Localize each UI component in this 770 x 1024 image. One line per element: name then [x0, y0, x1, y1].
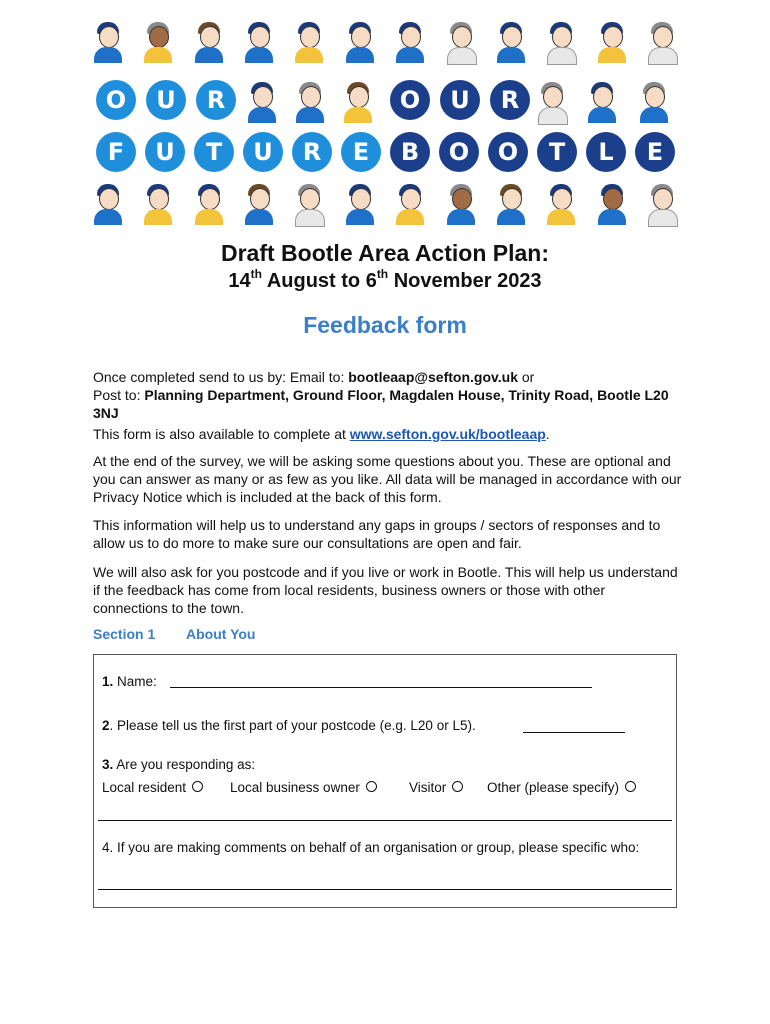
banner-letter: L — [586, 132, 626, 172]
online-availability — [93, 425, 683, 443]
person-icon — [534, 80, 570, 124]
radio-circle-icon[interactable] — [366, 781, 377, 792]
person-icon — [342, 20, 378, 64]
banner-letter: E — [635, 132, 675, 172]
form-title: Feedback form — [303, 312, 467, 338]
banner-faces-top — [90, 20, 680, 66]
option-local-resident[interactable] — [102, 780, 203, 795]
person-icon — [443, 182, 479, 226]
send-prefix: Once completed send to us by: Email to: — [93, 369, 349, 385]
radio-circle-icon[interactable] — [192, 781, 203, 792]
start-day: 14 — [228, 270, 251, 292]
post-prefix: Post to: — [93, 387, 145, 403]
postcode-note: We will also ask for you postcode and if you live or work in Bootle. This will help us understand if the feedback has come from local residents, business owners or those with other connections to the town. — [93, 564, 678, 616]
person-icon — [443, 20, 479, 64]
q2-label: . Please tell us the first part of your postcode (e.g. L20 or L5). — [109, 718, 476, 733]
start-day-suffix: th — [250, 267, 262, 281]
option-label: Other (please specify) — [487, 780, 620, 795]
banner-faces-bottom — [90, 182, 680, 228]
online-prefix: This form is also available to complete at — [93, 426, 350, 442]
banner-letter: U — [243, 132, 283, 172]
banner-letter: T — [537, 132, 577, 172]
question-3 — [102, 757, 255, 772]
postcode-field[interactable] — [523, 732, 625, 733]
banner-letter: B — [390, 132, 430, 172]
person-icon — [291, 20, 327, 64]
person-icon — [644, 182, 680, 226]
start-month: August to — [262, 270, 366, 292]
radio-circle-icon[interactable] — [625, 781, 636, 792]
person-icon — [291, 182, 327, 226]
person-icon — [241, 182, 277, 226]
survey-note: At the end of the survey, we will be asking some questions about you. These are optional and you can answer as many or as few as you like. All data will be managed in accordance with our Privacy Notice which is included at the back of this form. — [93, 453, 682, 505]
banner-letter: F — [96, 132, 136, 172]
option-label: Visitor — [409, 780, 447, 795]
question-2 — [102, 718, 476, 733]
person-icon — [584, 80, 620, 124]
person-icon — [244, 80, 280, 124]
consultation-dates — [0, 267, 770, 293]
other-specify-field[interactable] — [98, 820, 672, 821]
online-form-link[interactable]: www.sefton.gov.uk/bootleaap — [349, 426, 546, 442]
option-local-business-owner[interactable] — [230, 780, 377, 795]
end-day-suffix: th — [376, 267, 389, 281]
option-label: Local resident — [102, 780, 187, 795]
end-rest: November 2023 — [388, 270, 542, 292]
person-icon — [140, 20, 176, 64]
person-icon — [340, 80, 376, 124]
banner-letter: R — [490, 80, 530, 120]
question-4: 4. If you are making comments on behalf of an organisation or group, please specific who: — [102, 840, 640, 855]
person-icon — [191, 182, 227, 226]
option-label: Local business owner — [230, 780, 360, 795]
q3-label: Are you responding as: — [113, 757, 256, 772]
banner-word-future-bootle — [90, 132, 680, 176]
option-visitor[interactable] — [409, 780, 463, 795]
q2-number: 2 — [102, 718, 110, 733]
person-icon — [493, 182, 529, 226]
person-icon — [140, 182, 176, 226]
person-icon — [493, 20, 529, 64]
banner-letter: E — [341, 132, 381, 172]
person-icon — [636, 80, 672, 124]
gaps-note: This information will help us to understand any gaps in groups / sectors of responses and to allow us to do more to make sure our consultations are open and fair. — [93, 517, 661, 551]
person-icon — [392, 20, 428, 64]
our-future-bootle-banner — [90, 18, 680, 230]
document-title: Draft Bootle Area Action Plan: — [221, 240, 549, 266]
person-icon — [543, 20, 579, 64]
person-icon — [392, 182, 428, 226]
person-icon — [90, 20, 126, 64]
banner-word-our-our — [90, 80, 680, 124]
person-icon — [594, 182, 630, 226]
person-icon — [241, 20, 277, 64]
radio-circle-icon[interactable] — [452, 781, 463, 792]
q1-number: 1. — [102, 674, 114, 689]
about-you-form — [93, 654, 677, 908]
organisation-field[interactable] — [98, 889, 672, 890]
banner-letter: U — [145, 132, 185, 172]
send-or: or — [518, 369, 535, 385]
person-icon — [594, 20, 630, 64]
banner-letter: O — [439, 132, 479, 172]
banner-letter: O — [390, 80, 430, 120]
submission-instructions — [93, 368, 683, 422]
end-day: 6 — [365, 270, 377, 292]
banner-letter: O — [96, 80, 136, 120]
person-icon — [292, 80, 328, 124]
banner-letter: U — [440, 80, 480, 120]
banner-letter: R — [292, 132, 332, 172]
banner-letter: T — [194, 132, 234, 172]
name-field[interactable] — [170, 687, 592, 688]
option-other[interactable] — [487, 780, 636, 795]
banner-letter: O — [488, 132, 528, 172]
q1-label: Name: — [113, 674, 157, 689]
banner-letter: U — [146, 80, 186, 120]
section-title: About You — [186, 626, 256, 642]
q3-number: 3. — [102, 757, 114, 772]
person-icon — [644, 20, 680, 64]
person-icon — [342, 182, 378, 226]
person-icon — [90, 182, 126, 226]
person-icon — [543, 182, 579, 226]
post-address: Planning Department, Ground Floor, Magdalen House, Trinity Road, Bootle L20 3NJ — [93, 387, 669, 421]
online-suffix: . — [545, 426, 550, 442]
banner-letter: R — [196, 80, 236, 120]
email-address: bootleaap@sefton.gov.uk — [348, 369, 518, 385]
section-number: Section 1 — [93, 626, 156, 642]
person-icon — [191, 20, 227, 64]
question-1 — [102, 674, 157, 689]
section-heading — [93, 626, 255, 642]
